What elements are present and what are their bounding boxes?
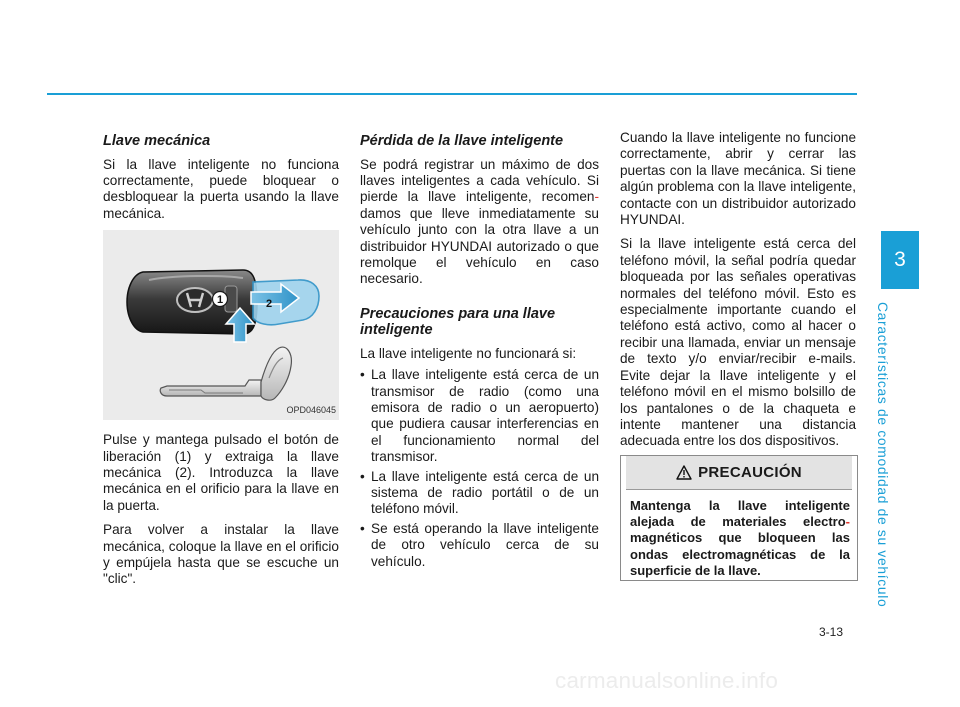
bullet-list [360,367,599,570]
list-item: • La llave inteligente está cerca de un sistema de radio portátil o de un teléfono móvil. [360,469,599,518]
caution-box [620,455,858,581]
label-2: 2 [265,298,273,311]
paragraph: Se podrá registrar un máximo de dos llaves inteligentes a cada vehículo. Si pierde la llave inteligente, recomen-damos que lleve inmediatamente su vehículo junto con la otra llave a un distribuidor HYUNDAI autorizado o que remolque el vehículo en caso necesario. [360,156,599,287]
paragraph: Si la llave inteligente está cerca del teléfono móvil, la señal podría quedar bloqueada por las señales operativas normales del teléfono móvil. Esto es especialmente importante cuando el teléfono está activo, como al hacer o recibir una llamada, enviar un mensaje de texto y/o enviar/recibir e-mails. Evite dejar la llave inteligente y el teléfono móvil en el mismo bolsillo de los pantalones o de la chaqueta e intente mantener una distancia adecuada entre los dos dispositivos. [620,236,856,449]
column-right [620,130,856,458]
chapter-title-vertical: Características de comodidad de su vehículo [875,302,890,608]
paragraph: Si la llave inteligente no funciona correctamente, puede bloquear o desbloquear la puerta usando la llave mecánica. [103,156,339,221]
header-rule [47,93,857,95]
mechanical-key-blade [160,380,261,396]
list-item: • La llave inteligente está cerca de un transmisor de radio (como una emisora de radio o un aeropuerto) que pudiera causar interferencias en el funcionamiento normal del transmisor. [360,367,599,465]
page-number: 3-13 [819,625,844,639]
svg-text:1: 1 [216,294,224,307]
caution-header [626,456,852,490]
caution-text: Mantenga la llave inteligente alejada de materiales electro-magnéticos que bloqueen las ondas electromagnéticas de la superficie de la llave. [630,498,850,578]
column-middle [360,130,599,573]
column-left [103,130,339,596]
watermark: carmanualsonline.info [555,668,779,693]
caution-title: PRECAUCIÓN [698,464,802,481]
paragraph: Cuando la llave inteligente no funcione correctamente, abrir y cerrar las puertas con la llave mecánica. Si tiene algún problema con la llave inteligente, contacte con un distribuidor autorizado HYUNDAI. [620,130,856,228]
chapter-tab: 3 [881,231,919,289]
warning-triangle-icon [676,465,692,480]
figure-code: OPD046045 [286,404,336,415]
heading-perdida-llave: Pérdida de la llave inteligente [360,133,564,149]
mechanical-key-head [261,347,291,400]
paragraph: Para volver a instalar la llave mecánica, coloque la llave en el orificio y empújela hasta que se escuche un "clic". [103,522,339,587]
key-figure [103,230,339,420]
heading-precauciones: Precauciones para una llave inteligente [360,305,556,339]
smart-key-illustration [103,230,339,420]
list-item: • Se está operando la llave inteligente de otro vehículo cerca de su vehículo. [360,521,599,570]
paragraph: La llave inteligente no funcionará si: [360,345,577,361]
paragraph: Pulse y mantega pulsado el botón de liberación (1) y extraiga la llave mecánica (2). Introduzca la llave mecánica en el orificio para la llave en la puerta. [103,432,339,513]
heading-llave-mecanica: Llave mecánica [103,133,211,149]
